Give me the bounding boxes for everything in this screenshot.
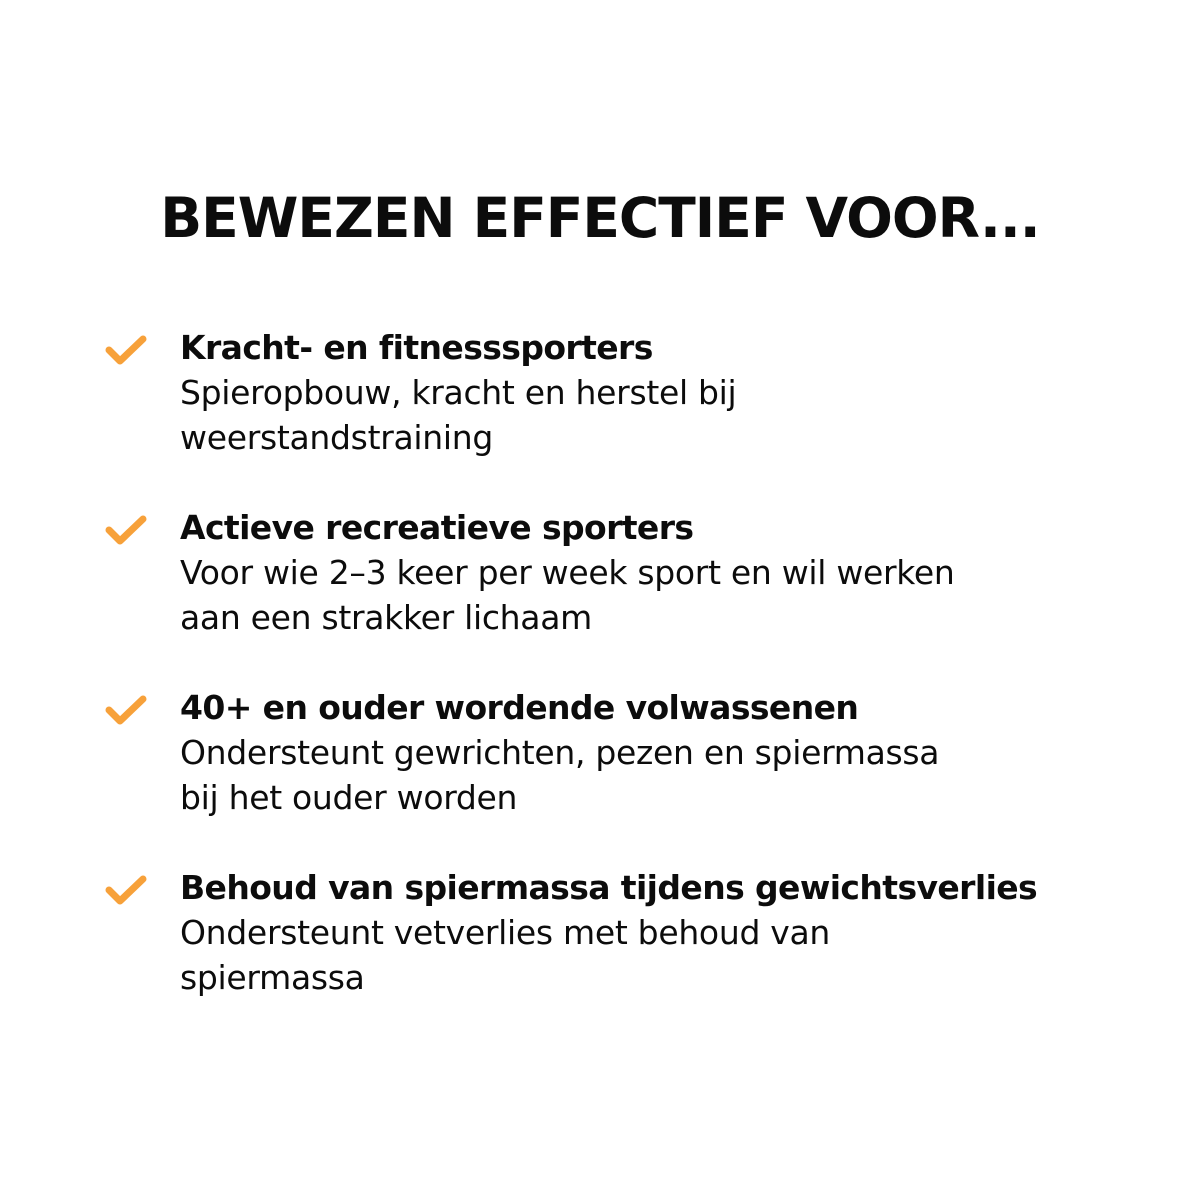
benefit-list <box>0 325 1200 1045</box>
check-icon <box>103 693 149 729</box>
benefit-text <box>180 685 1180 820</box>
benefit-text <box>180 325 1180 460</box>
check-icon <box>103 333 149 369</box>
benefit-item-weight-loss <box>0 865 1200 1045</box>
page-title: BEWEZEN EFFECTIEF VOOR... <box>160 186 1040 250</box>
benefit-item-strength <box>0 325 1200 505</box>
benefit-text <box>180 865 1180 1000</box>
benefit-heading: Kracht- en fitnesssporters <box>180 328 653 367</box>
benefit-item-aging-adults <box>0 685 1200 865</box>
benefit-heading: 40+ en ouder wordende volwassenen <box>180 688 859 727</box>
benefit-text <box>180 505 1180 640</box>
check-icon <box>103 873 149 909</box>
benefit-item-recreational <box>0 505 1200 685</box>
benefit-description: Spieropbouw, kracht en herstel bij weerstandstraining <box>180 373 737 457</box>
check-icon <box>103 513 149 549</box>
benefit-description: Voor wie 2–3 keer per week sport en wil werken aan een strakker lichaam <box>180 553 955 637</box>
benefit-heading: Actieve recreatieve sporters <box>180 508 694 547</box>
benefit-description: Ondersteunt vetverlies met behoud van spiermassa <box>180 913 831 997</box>
benefit-heading: Behoud van spiermassa tijdens gewichtsverlies <box>180 868 1038 907</box>
benefit-description: Ondersteunt gewrichten, pezen en spiermassa bij het ouder worden <box>180 733 940 817</box>
